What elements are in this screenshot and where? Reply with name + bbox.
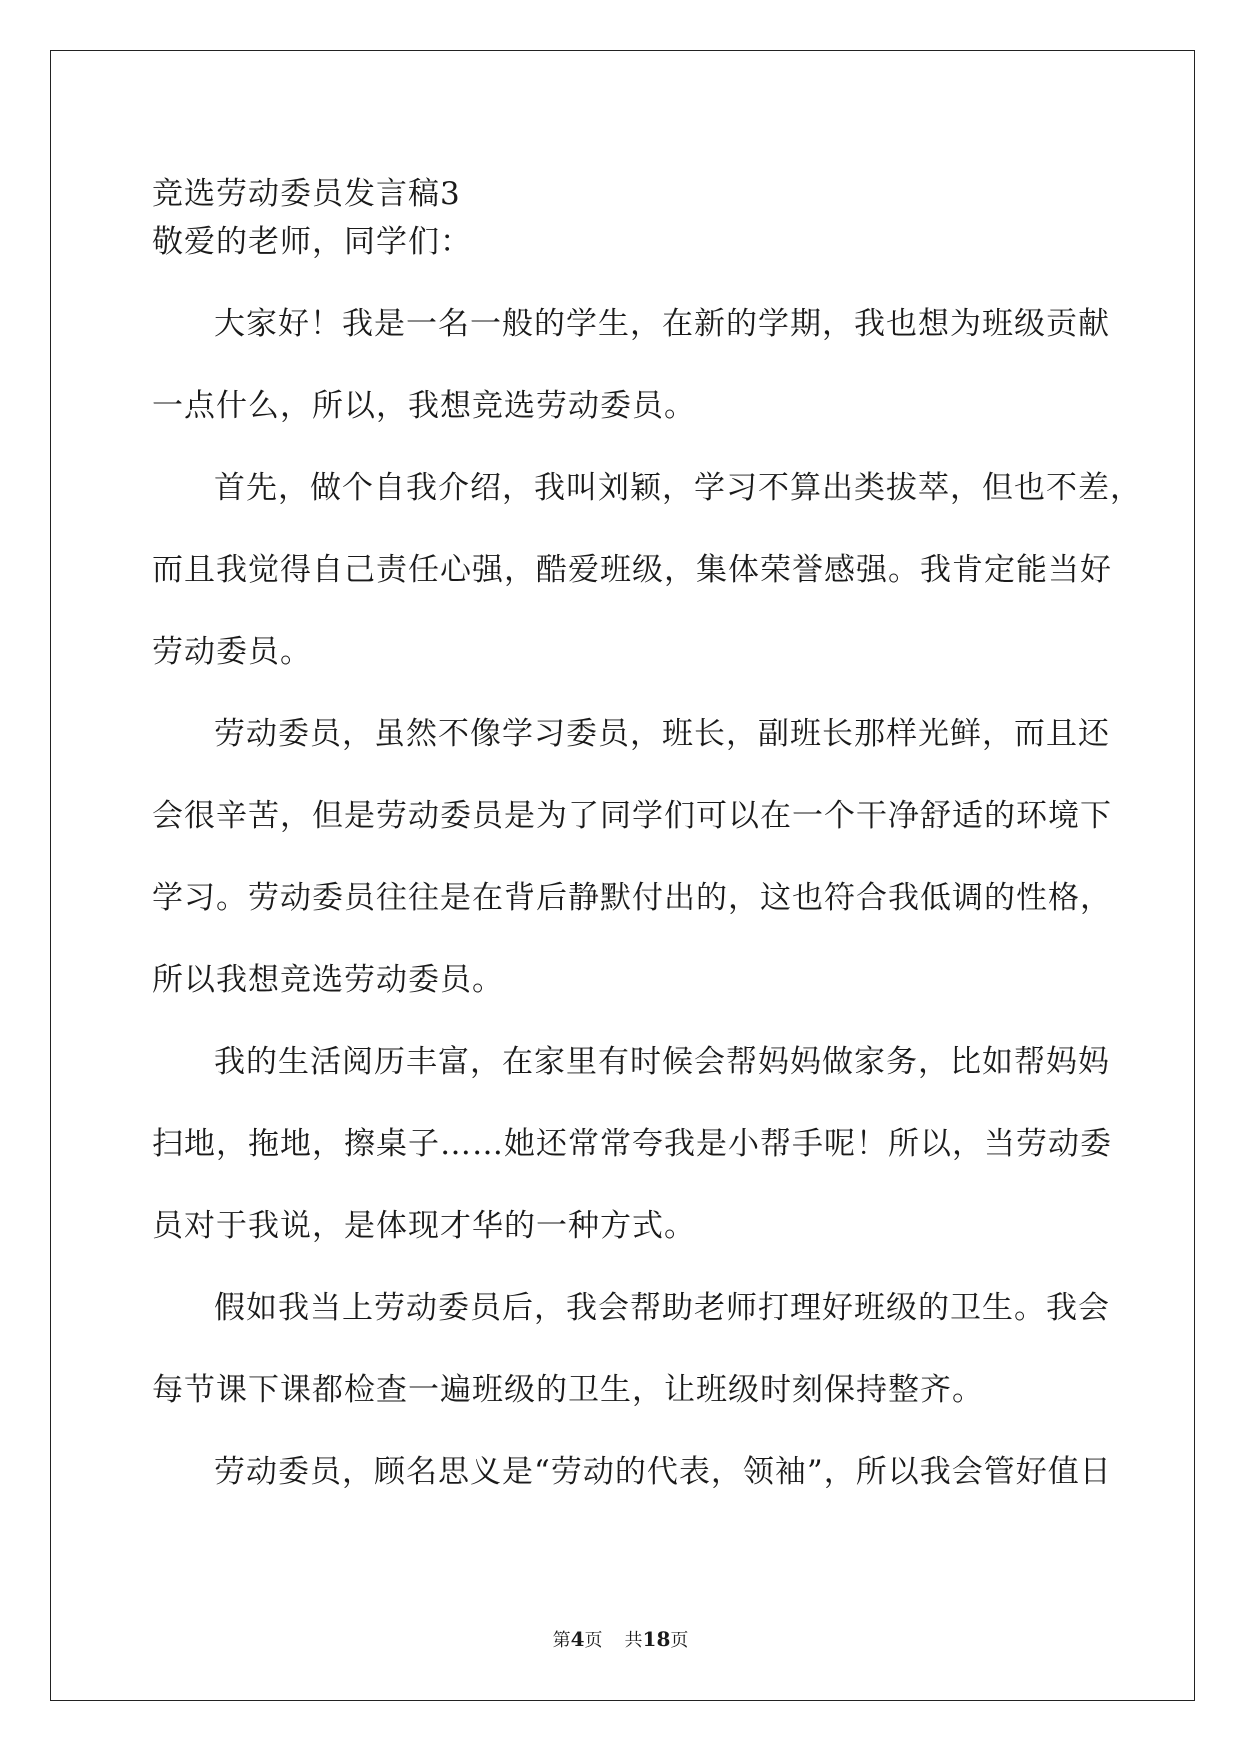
paragraph-line: 劳动委员，顾名思义是“劳动的代表，领袖”，所以我会管好值日 [214,1454,1112,1490]
paragraph-line: 会很辛苦，但是劳动委员是为了同学们可以在一个干净舒适的环境下 [152,798,1112,834]
paragraph-line: 员对于我说，是体现才华的一种方式。 [152,1208,696,1244]
total-pages: 18 [642,1627,671,1651]
page-prefix: 第 [552,1630,571,1651]
paragraph-line: 每节课下课都检查一遍班级的卫生，让班级时刻保持整齐。 [152,1372,984,1408]
document-title: 竞选劳动委员发言稿3 [152,176,461,212]
page-suffix: 页 [584,1630,603,1651]
paragraph-line: 而且我觉得自己责任心强，酷爱班级，集体荣誉感强。我肯定能当好 [152,552,1112,588]
paragraph-line: 我的生活阅历丰富，在家里有时候会帮妈妈做家务，比如帮妈妈 [214,1044,1110,1080]
page-number: 4 [570,1627,585,1651]
paragraph-line: 学习。劳动委员往往是在背后静默付出的，这也符合我低调的性格， [152,880,1112,916]
total-suffix: 页 [670,1630,689,1651]
paragraph-line: 所以我想竞选劳动委员。 [152,962,504,998]
paragraph-line: 扫地，拖地，擦桌子……她还常常夸我是小帮手呢！所以，当劳动委 [152,1126,1112,1162]
total-prefix: 共 [624,1630,643,1651]
page-footer [0,1627,1241,1653]
salutation: 敬爱的老师，同学们： [152,224,472,260]
paragraph-line: 劳动委员。 [152,634,312,670]
paragraph-line: 大家好！我是一名一般的学生，在新的学期，我也想为班级贡献 [214,306,1110,342]
paragraph-line: 劳动委员，虽然不像学习委员，班长，副班长那样光鲜，而且还 [214,716,1110,752]
paragraph-line: 一点什么，所以，我想竞选劳动委员。 [152,388,696,424]
paragraph-line: 首先，做个自我介绍，我叫刘颖，学习不算出类拔萃，但也不差， [214,470,1142,506]
paragraph-line: 假如我当上劳动委员后，我会帮助老师打理好班级的卫生。我会 [214,1290,1110,1326]
